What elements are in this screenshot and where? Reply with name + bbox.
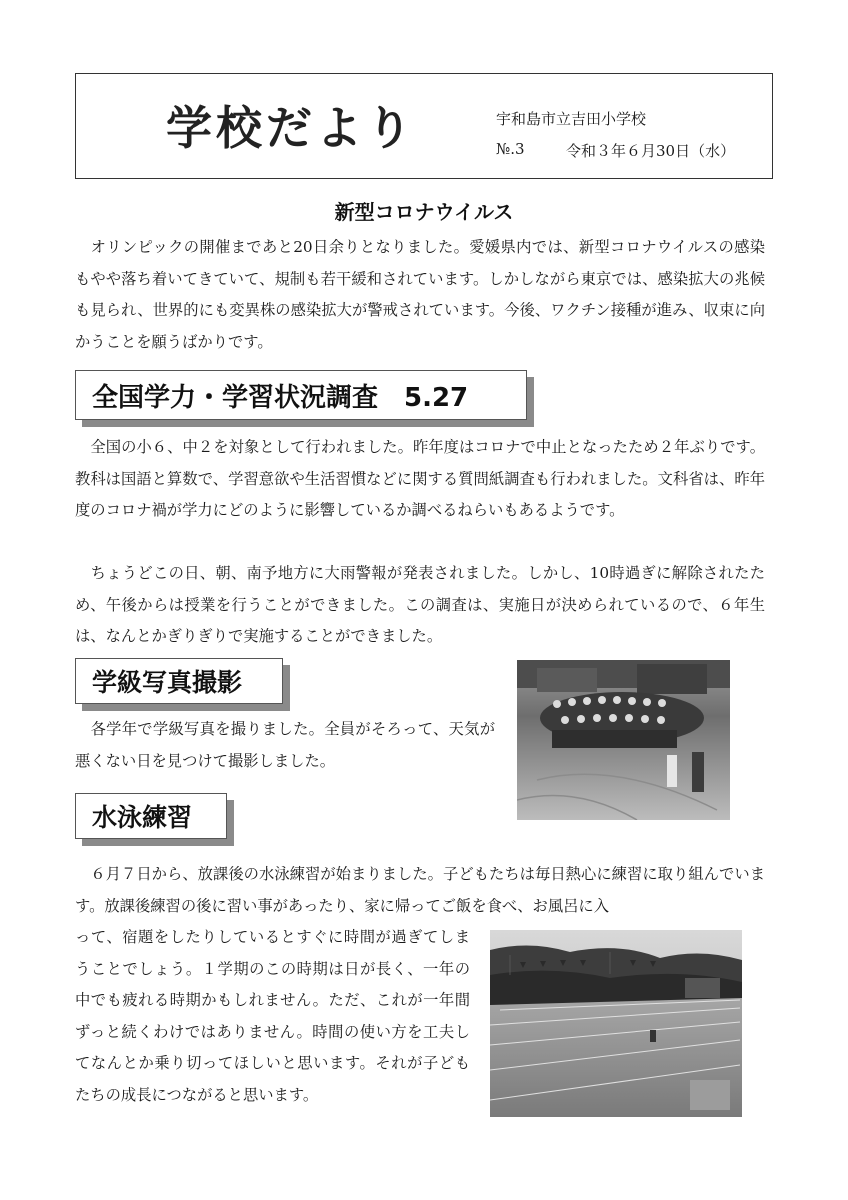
issue-number: №.3 — [496, 140, 525, 158]
issue-date: 令和３年６月30日（水） — [566, 142, 736, 160]
class-photo-illustration — [517, 660, 730, 820]
swim-heading-text: 水泳練習 — [92, 803, 193, 832]
survey-heading — [75, 370, 527, 420]
class-photo-heading-text: 学級写真撮影 — [92, 668, 243, 697]
pool-photo-illustration — [490, 930, 742, 1117]
newsletter-title: 学校だより — [166, 101, 416, 155]
survey-heading-text: 全国学力・学習状況調査 5.27 — [92, 382, 469, 413]
corona-title: 新型コロナウイルス — [334, 200, 514, 224]
pool-photo-image — [490, 930, 742, 1117]
corona-body: オリンピックの開催まであと20日余りとなりました。愛媛県内では、新型コロナウイルスの感染もやや落ち着いてきていて、規制も若干緩和されています。しかしながら東京では、感染拡大の兆候も見られ、世界的にも変異株の感染拡大が警戒されています。今後、ワクチン接種が進み、収束に向かうことを願うばかりです。 — [75, 238, 765, 351]
survey-body-2: ちょうどこの日、朝、南予地方に大雨警報が発表されました。しかし、10時過ぎに解除されたため、午後からは授業を行うことができました。この調査は、実施日が決められているので、６年生は、なんとかぎりぎりで実施することができました。 — [75, 564, 765, 645]
school-name: 宇和島市立吉田小学校 — [496, 110, 647, 128]
swim-body-full: ６月７日から、放課後の水泳練習が始まりました。子どもたちは毎日熱心に練習に取り組んでいます。放課後練習の後に習い事があったり、家に帰ってご飯を食べ、お風呂に入 — [75, 865, 765, 915]
swim-body-wrap: って、宿題をしたりしているとすぐに時間が過ぎてしまうことでしょう。１学期のこの時期は日が長く、一年の中でも疲れる時期かもしれません。ただ、これが一年間ずっと続くわけではありません。時間の使い方を工夫してなんとか乗り切ってほしいと思います。それが子どもたちの成長につながると思います。 — [75, 928, 470, 1104]
survey-body-1: 全国の小６、中２を対象として行われました。昨年度はコロナで中止となったため２年ぶりです。教科は国語と算数で、学習意欲や生活習慣などに関する質問紙調査も行われました。文科省は、昨年度のコロナ禍が学力にどのように影響しているか調べるねらいもあるようです。 — [75, 438, 765, 519]
class-photo-heading — [75, 658, 283, 704]
masthead — [75, 73, 773, 179]
class-photo-image — [517, 660, 730, 820]
swim-heading — [75, 793, 227, 839]
class-photo-body: 各学年で学級写真を撮りました。全員がそろって、天気が悪くない日を見つけて撮影しました。 — [75, 720, 495, 770]
